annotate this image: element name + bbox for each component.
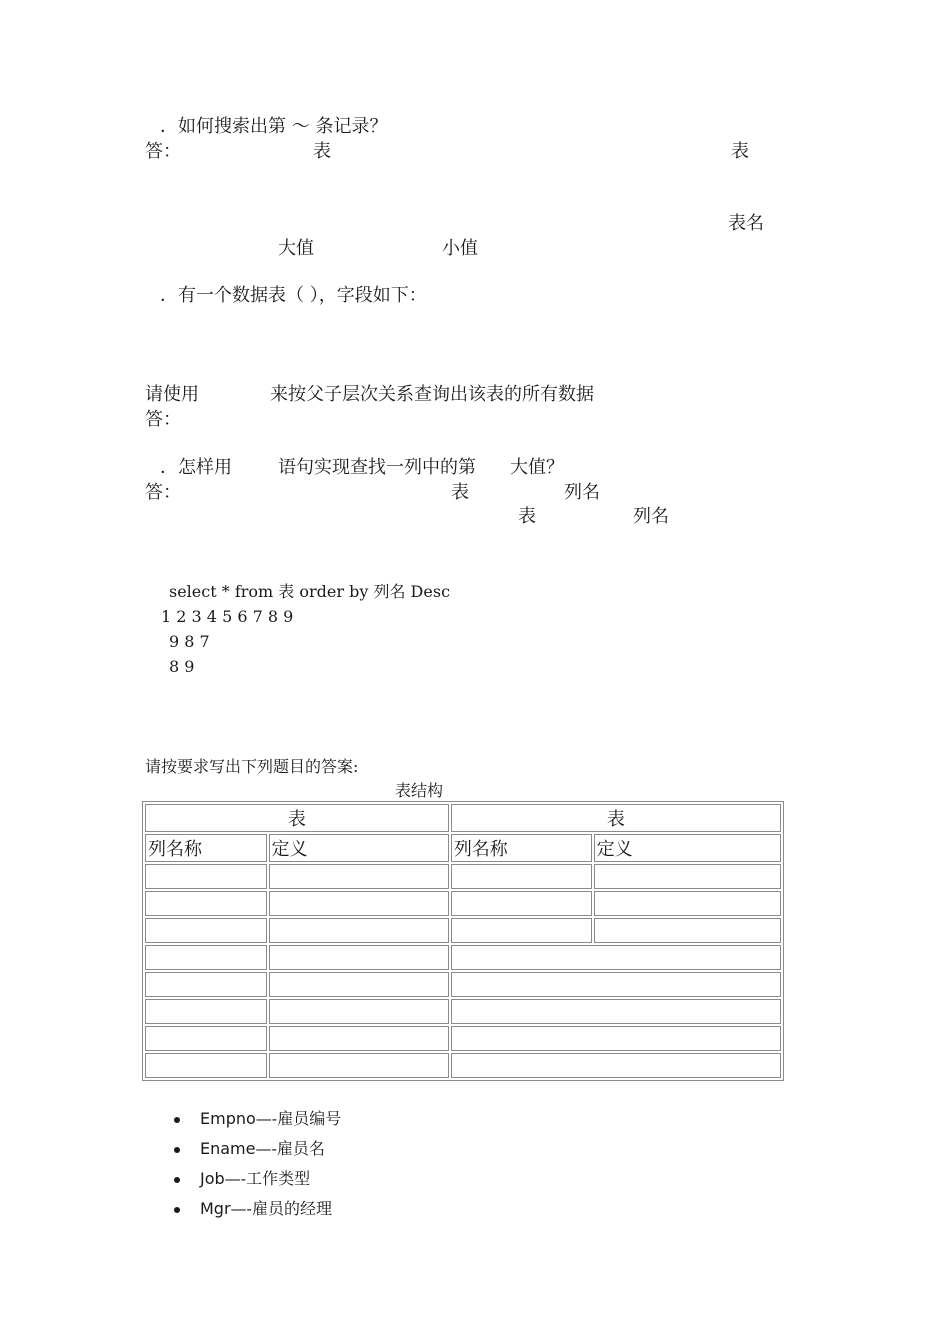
q1-fragment-min: 小值 [442,238,478,259]
question-2-title: ．有一个数据表（ ），字段如下： [160,285,427,306]
table-cell [451,1053,781,1078]
table-cell [451,999,781,1024]
table-row [145,891,781,916]
table-row [145,864,781,889]
table-cell [451,945,781,970]
column-header-name: 列名称 [451,834,592,862]
table-cell [451,891,592,916]
table-group-header-row [145,804,781,832]
bullet-icon [174,1147,180,1153]
field-name: Ename [200,1139,256,1158]
table-row [145,918,781,943]
table-column-header-row [145,834,781,862]
table-structure [142,801,784,1081]
table-cell [145,945,267,970]
table-cell [145,1026,267,1051]
q3-fragment-column: 列名 [564,482,600,503]
number-sequence: 1 2 3 4 5 6 7 8 9 [161,607,294,626]
q1-fragment-max: 大值 [278,238,314,259]
field-list [170,1106,341,1226]
table-row [145,945,781,970]
table-cell [145,918,267,943]
question-2-answer-label: 答： [145,409,181,430]
table-cell [451,1026,781,1051]
question-3-title-part: ．怎样用 [160,457,232,478]
bullet-icon [174,1117,180,1123]
list-item [170,1166,341,1196]
table-row [145,1053,781,1078]
table-group-right: 表 [451,804,781,832]
q1-fragment-table-name: 表名 [728,213,764,234]
question-1-title: ．如何搜索出第 ～ 条记录？ [160,116,388,137]
table-cell [594,864,781,889]
q1-fragment-table: 表 [313,141,331,162]
table-cell [145,891,267,916]
table-cell [269,864,449,889]
table-cell [269,1026,449,1051]
list-item [170,1106,341,1136]
field-name: Job [200,1169,225,1188]
table-cell [145,972,267,997]
column-header-definition: 定义 [269,834,449,862]
table-cell [269,972,449,997]
question-1-answer-label: 答： [145,141,181,162]
table-cell [145,1053,267,1078]
table-cell [269,945,449,970]
question-3-title-part: 语句实现查找一列中的第 [278,457,476,478]
column-header-name: 列名称 [145,834,267,862]
field-name: Mgr [200,1199,231,1218]
question-2-instruction: 来按父子层次关系查询出该表的所有数据 [270,384,594,405]
list-item [170,1196,341,1226]
table-cell [269,918,449,943]
table-cell [145,999,267,1024]
number-sequence-tail: 8 9 [169,657,195,676]
bullet-icon [174,1177,180,1183]
q3-fragment-column: 列名 [633,506,669,527]
task-intro: 请按要求写出下列题目的答案: [145,757,359,776]
table-group-left: 表 [145,804,449,832]
table-row [145,972,781,997]
table-cell [269,999,449,1024]
table-cell [451,864,592,889]
table-caption: 表结构 [395,781,444,800]
bullet-icon [174,1207,180,1213]
table-row [145,1026,781,1051]
table-cell [269,1053,449,1078]
table-row [145,999,781,1024]
table-cell [451,972,781,997]
column-header-definition: 定义 [594,834,781,862]
q1-fragment-table: 表 [731,141,749,162]
table-cell [145,864,267,889]
list-item [170,1136,341,1166]
field-description: —-雇员名 [255,1139,325,1158]
q3-fragment-table: 表 [451,482,469,503]
table-cell [594,891,781,916]
question-2-instruction-prefix: 请使用 [145,384,199,405]
question-3-title-part: 大值？ [510,457,564,478]
field-description: —-雇员编号 [255,1109,342,1128]
table-cell [451,918,592,943]
sql-statement: select * from 表 order by 列名 Desc [169,582,451,601]
question-3-answer-label: 答： [145,482,181,503]
table-cell [594,918,781,943]
q3-fragment-table: 表 [518,506,536,527]
table-cell [269,891,449,916]
field-description: —-工作类型 [224,1169,311,1188]
field-description: —-雇员的经理 [230,1199,332,1218]
field-name: Empno [200,1109,256,1128]
number-sequence-desc: 9 8 7 [169,632,210,651]
